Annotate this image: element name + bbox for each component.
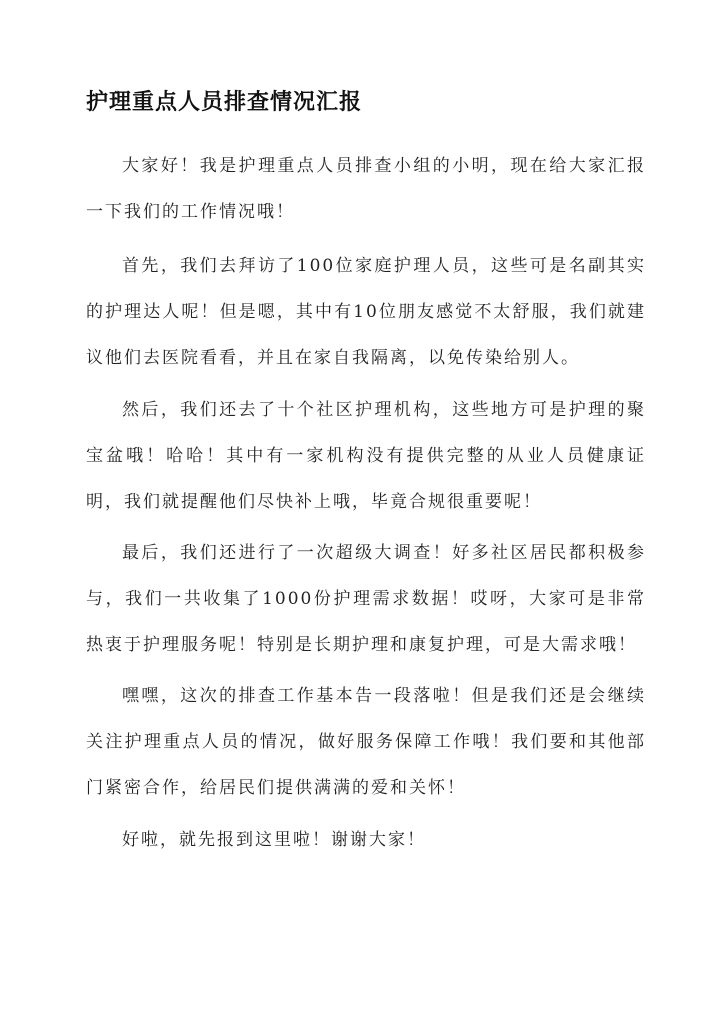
paragraph-follow-up: 嘿嘿，这次的排查工作基本告一段落啦！但是我们还是会继续关注护理重点人员的情况，做好服务保障工作哦！我们要和其他部门紧密合作，给居民们提供满满的爱和关怀！ <box>86 686 646 798</box>
paragraph-home-visits: 首先，我们去拜访了100位家庭护理人员，这些可是名副其实的护理达人呢！但是嗯，其中有10位朋友感觉不太舒服，我们就建议他们去医院看看，并且在家自我隔离，以免传染给别人。 <box>86 256 646 368</box>
paragraph-greeting: 大家好！我是护理重点人员排查小组的小明，现在给大家汇报一下我们的工作情况哦！ <box>86 156 646 222</box>
document-title: 护理重点人员排查情况汇报 <box>86 90 363 115</box>
paragraph-closing: 好啦，就先报到这里啦！谢谢大家！ <box>122 830 426 850</box>
paragraph-community-institutions: 然后，我们还去了十个社区护理机构，这些地方可是护理的聚宝盆哦！哈哈！其中有一家机构没有提供完整的从业人员健康证明，我们就提醒他们尽快补上哦，毕竟合规很重要呢！ <box>86 400 646 512</box>
paragraph-survey: 最后，我们还进行了一次超级大调查！好多社区居民都积极参与，我们一共收集了1000份护理需求数据！哎呀，大家可是非常热衷于护理服务呢！特别是长期护理和康复护理，可是大需求哦！ <box>86 543 646 655</box>
document-page <box>86 0 646 1017</box>
